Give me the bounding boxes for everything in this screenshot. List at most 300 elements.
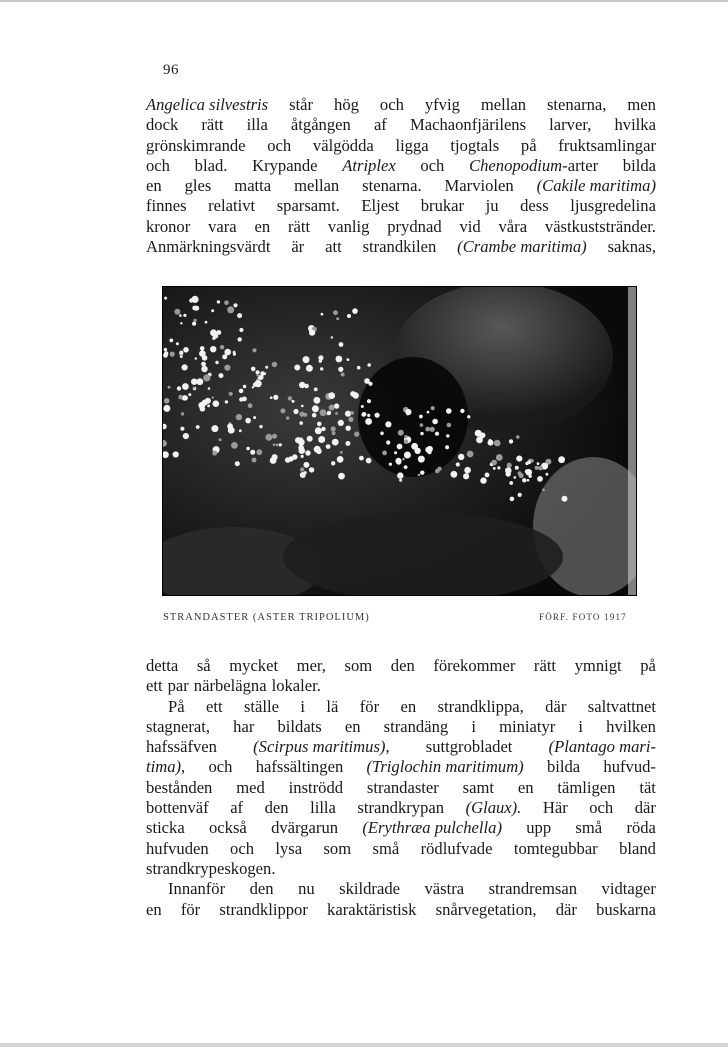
word: buskarna [596,899,656,919]
flower-dot [170,352,175,357]
text-line [146,115,656,135]
flower-dot [314,388,318,392]
word: rätt [287,216,311,236]
word: ett [205,696,223,716]
flower-dot [319,359,322,362]
word: en [146,899,162,919]
flower-dot [231,442,238,449]
word: hög [334,95,359,114]
word: som [323,838,352,858]
word: tjogtals [450,135,500,155]
word: den [249,879,274,899]
flower-dot [265,434,272,441]
flower-dot [514,476,517,479]
flower-dot [494,440,501,447]
flower-dot [326,444,331,449]
flower-dot [418,474,421,477]
flower-dot [213,333,218,338]
word: blad. [194,155,228,175]
flower-dot [320,409,327,416]
word: där [634,798,656,818]
word: västkuststränder. [544,216,656,236]
flower-dot [328,392,335,399]
flower-dot [164,398,170,404]
word: samt [462,777,495,797]
flower-dot [332,431,336,435]
flower-dot [276,444,279,447]
flower-dot [224,365,230,371]
word: upp [526,818,552,838]
flower-dot [480,477,486,483]
flower-dot [235,461,240,466]
text-line [146,656,656,676]
flower-dot [398,430,404,436]
text-line [146,879,656,899]
word: Eljest [361,196,400,216]
word: bilda [546,757,581,777]
flower-dot [418,456,425,463]
text-line [146,859,656,879]
flower-dot [272,454,278,460]
flower-dot [286,416,289,419]
word: har [233,716,255,736]
flower-dot [312,405,319,412]
word: matta [234,176,272,196]
word: lä [326,696,339,716]
word: strandklippor [219,899,308,919]
flower-dot [458,454,464,460]
flower-dot [510,497,515,502]
flower-dot [338,420,344,426]
flower-dot [345,441,350,446]
flower-dot [178,395,183,400]
word: yfvig [424,95,460,114]
word: också [209,818,247,838]
flower-dot [350,391,356,397]
flower-dot [179,314,182,317]
word: illa [246,115,268,135]
flower-dot [265,366,268,369]
flower-dot [219,438,222,441]
flower-dot [193,319,196,322]
flower-dot [233,303,237,307]
word: strandkrypeskogen. [146,858,276,878]
flower-dot [467,415,470,418]
flower-dot [527,460,531,464]
flower-dot [463,473,469,479]
flower-dot [350,411,354,415]
text-line [146,798,656,818]
flower-dot [298,439,305,446]
flower-dot [195,357,197,359]
flower-dot [516,456,522,462]
flower-dot [188,393,191,396]
word: ligga [395,135,429,155]
word: en [517,777,534,797]
flower-dot [219,373,224,378]
flower-dot [200,346,205,351]
word: stagnerat, [146,716,211,736]
word: prydnad [387,216,442,236]
flower-dot [239,429,242,432]
flower-dot [489,439,492,442]
flower-dot [179,351,183,355]
flower-dot [367,414,370,417]
word: par [167,676,189,696]
flower-dot [389,463,392,466]
flower-dot [367,399,371,403]
flower-dot [301,455,304,458]
page-top-edge [0,0,728,2]
flower-dot [202,400,208,406]
word: På [168,696,185,716]
flower-dot [201,362,206,367]
word: ju [485,196,499,216]
flower-dot [180,427,184,431]
flower-dot [335,412,338,415]
word: ett [146,676,163,696]
flower-dot [182,364,188,370]
word: (Glaux). [465,798,522,818]
flower-dot [338,367,343,372]
word: saknas, [607,237,656,257]
flower-dot [346,426,351,431]
flower-dot [397,472,403,478]
flower-dot [519,473,524,478]
word: där [555,899,577,919]
flower-dot [427,411,430,414]
flower-dot [527,479,530,482]
flower-dot [260,371,265,376]
flower-dot [445,445,449,449]
flower-dot [183,433,189,439]
flower-dot [288,456,293,461]
flower-dot [227,306,234,313]
flower-dot [303,356,310,363]
word: bestånden [146,777,213,797]
word: karaktäristisk [327,899,417,919]
flower-dot [252,386,254,388]
flower-dot [245,418,251,424]
word: och [230,838,255,858]
flower-dot [507,463,512,468]
word: med [236,777,265,797]
text-line [146,717,656,737]
text-line [146,176,656,196]
flower-dot [256,374,259,377]
flower-dot [255,380,262,387]
word: miniatyr [499,716,556,736]
flower-dot [211,309,214,312]
flower-dot [537,476,543,482]
word: bland [619,838,656,858]
flower-dot [210,346,216,352]
flower-dot [164,297,167,300]
word: (Plantago mari- [548,737,656,757]
flower-dot [402,458,405,461]
flower-dot [338,473,345,480]
flower-dot [229,392,233,396]
word: larver, [549,115,592,135]
flower-dot [199,350,206,357]
word: våra [498,216,528,236]
word: den [390,656,415,675]
word: hvilken [606,716,656,736]
flower-dot [509,439,513,443]
flower-dot [222,354,227,359]
word: i [471,716,476,736]
page-number: 96 [163,62,179,78]
photograph-aster-tripolium [162,286,637,596]
word: hufvuden [146,838,209,858]
flower-dot [253,416,256,419]
word: nu [298,879,315,899]
word: strandäng [383,716,449,736]
flower-dot [189,298,193,302]
flower-dot [293,409,298,414]
word: är [291,237,305,257]
flower-dot [357,366,361,370]
text-line [146,839,656,859]
flower-dot [183,314,186,317]
word: närbelägna [193,676,267,696]
word: (Scirpus maritimus), [253,737,390,757]
word: ymnigt [574,656,622,675]
flower-dot [493,467,496,470]
flower-dot [168,386,171,389]
word: bilda [622,155,656,175]
word: röda [626,818,656,838]
flower-dot [239,328,243,332]
word: strandklippa, [437,696,524,716]
word: Chenopodium-arter [469,155,599,175]
flower-dot [446,408,452,414]
word: vara [208,216,237,236]
word: hafssäfven [146,737,217,757]
flower-dot [332,439,339,446]
word: en [254,216,271,236]
flower-dot [435,469,440,474]
flower-dot [404,439,409,444]
flower-dot [177,386,181,390]
word: som [344,656,373,675]
flower-dot [337,456,344,463]
word: på [640,656,656,675]
word: gles [184,176,212,196]
flower-dot [340,451,343,454]
word: en [146,176,162,196]
word: Anmärkningsvärdt [146,237,271,257]
text-line [146,95,656,115]
word: vid [459,216,481,236]
word: suttgrobladet [425,737,513,757]
word: strandaster [366,777,439,797]
word: Marviolen [444,176,514,196]
word: inströdd [288,777,344,797]
word: små [575,818,603,838]
flower-dot [456,462,460,466]
flower-dot [382,451,387,456]
flower-dot [183,347,189,353]
flower-dot [183,395,188,400]
text-line [146,196,656,216]
word: Krypande [252,155,318,175]
flower-dot [164,348,167,351]
flower-dot [496,454,503,461]
word: (Crambe maritima) [457,237,587,257]
flower-dot [306,365,313,372]
flower-dot [516,435,520,439]
flower-dot [375,413,380,418]
flower-dot [522,478,526,482]
flower-dot [327,411,331,415]
word: den [264,798,289,818]
flower-dot [446,434,449,437]
flower-dot [359,456,364,461]
word: mellan [480,95,526,114]
figure-caption: STRANDASTER (ASTER TRIPOLIUM) [163,612,370,623]
flower-dot [420,432,423,435]
flower-dot [425,427,430,432]
flower-dot [203,374,210,381]
flower-dot [176,342,179,345]
text-line [146,757,656,777]
flower-dot [194,306,199,311]
word: Innanför [168,879,226,899]
flower-dot [314,446,321,453]
flower-dot [273,395,278,400]
word: stenarna. [362,176,422,196]
flower-dot [525,469,529,473]
photo-right-edge [628,287,636,595]
flower-dot [464,467,471,474]
flower-dot [491,460,497,466]
word: stenarna, [546,95,607,114]
word: och [267,135,292,155]
flower-dot [425,447,431,453]
flower-dot [256,449,262,455]
word: Machaonfjärilens [409,115,527,135]
flower-dot [431,406,435,410]
flower-dot [537,462,540,465]
flower-dot [497,466,500,469]
text-line [146,217,656,237]
flower-dot [315,427,322,434]
word: tomtegubbar [513,838,598,858]
flower-dot [518,493,522,497]
flower-dot [318,436,325,443]
flower-dot [361,405,364,408]
flower-dot [246,447,250,451]
flower-dot [181,412,184,415]
paragraph-bottom [146,656,656,920]
flower-dot [251,367,256,372]
word: grönskimrande [146,135,246,155]
flower-dot [361,412,365,416]
flower-dot [419,415,423,419]
word: och [420,155,445,175]
flower-dot [294,365,300,371]
word: västra [424,879,465,899]
flower-dot [405,409,411,415]
flower-dot [336,356,343,363]
flower-dot [314,397,321,404]
flower-dot [485,473,490,478]
flower-dot [192,322,196,326]
flower-dot [321,313,324,316]
word: tät [639,777,656,797]
text-line [146,737,656,757]
word: mellan [294,176,340,196]
flower-dot [309,468,312,471]
word: Här [542,798,568,818]
flower-dot [365,418,372,425]
word: och [146,155,170,175]
flower-dot [558,456,565,463]
word: hvilka [614,115,656,135]
text-line [146,676,656,696]
flower-dot [292,400,295,403]
word: saltvattnet [587,696,656,716]
flower-dot [303,462,309,468]
flower-dot [420,471,424,475]
flower-dot [414,448,420,454]
flower-dot [182,383,189,390]
flower-dot [259,425,262,428]
flower-dot [331,461,335,465]
text-line [146,156,656,176]
flower-dot [201,366,207,372]
flower-dot [174,309,180,315]
flower-dot [460,409,464,413]
flower-dot [538,466,543,471]
word: för [180,899,201,919]
photo-credit: FÖRF. FOTO 1917 [539,612,627,622]
word: och [589,798,614,818]
flower-dot [220,345,224,349]
flower-dot [301,405,304,408]
flower-dot [173,451,179,457]
flower-dot [509,481,513,485]
flower-dot [394,451,397,454]
flower-dot [432,419,438,425]
flower-dot [212,451,217,456]
flower-dot [279,443,282,446]
text-line [146,818,656,838]
flower-dot [320,367,323,370]
word: bildats [277,716,322,736]
word: dess [520,196,549,216]
flower-dot [307,436,313,442]
flower-dot [386,440,390,444]
flower-dot [304,471,307,474]
flower-dot [542,488,545,491]
flower-dot [317,422,322,427]
flower-dot [239,397,243,401]
flower-dot [380,432,384,436]
word: hafssältingen [255,757,344,777]
word: en [344,716,361,736]
flower-dot [252,458,257,463]
flower-dot [341,373,345,377]
flower-dot [352,308,358,314]
word: dvärgarun [271,818,339,838]
flower-dot [334,403,339,408]
word: brukar [420,196,465,216]
word: men [627,95,656,114]
flower-dot [435,432,439,436]
flower-dot [399,479,402,482]
